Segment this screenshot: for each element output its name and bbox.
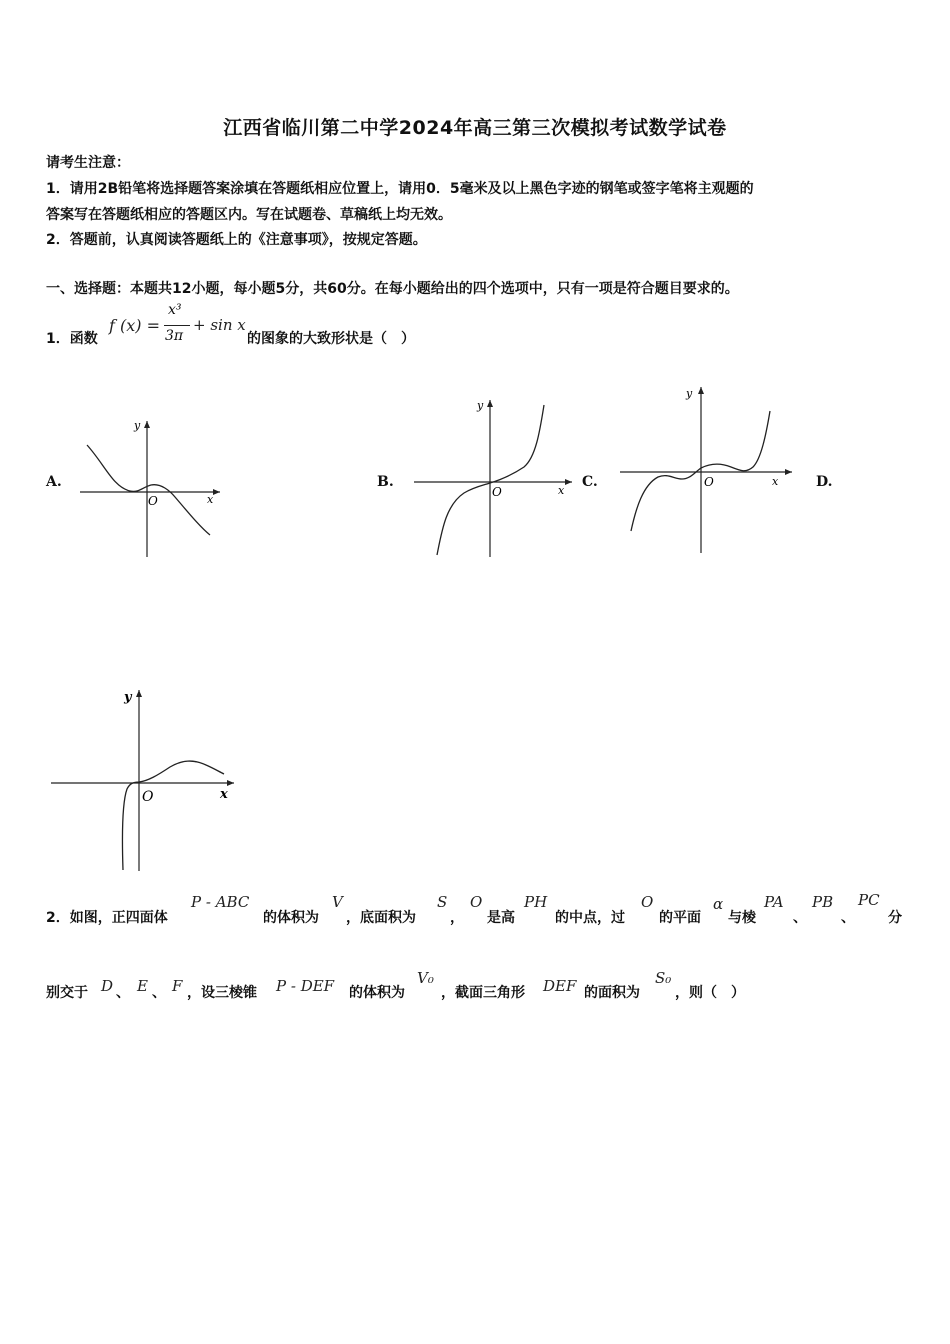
q2-line2-sep-1: 、	[116, 985, 130, 1001]
q2-line1-math-s: S	[437, 893, 448, 911]
graph-b-y-label: y	[477, 399, 484, 412]
q2-line1-math-ph: PH	[524, 893, 548, 911]
graph-b	[412, 395, 577, 560]
q2-line2-sep-2: 、	[152, 985, 166, 1001]
q2-line1-text-8: 分	[888, 910, 902, 926]
q2-line1-math-v: V	[332, 893, 343, 911]
page-title: 江西省临川第二中学2024年高三第三次模拟考试数学试卷	[223, 117, 727, 139]
q2-line2-math-f: F	[172, 977, 183, 995]
graph-b-x-label: x	[558, 484, 565, 497]
q2-line1-text-3: ，底面积为	[346, 910, 416, 926]
q2-line2-math-v0: V₀	[417, 969, 434, 987]
q1-suffix: 的图象的大致形状是（ ）	[247, 331, 415, 347]
q2-line2-text-4: ，截面三角形	[441, 985, 525, 1001]
graph-c-x-label: x	[772, 475, 779, 488]
q2-line2-text-6: ，则（ ）	[675, 985, 745, 1001]
q1-tail-expr: + sin x	[193, 316, 246, 334]
q2-line1-sep-2: 、	[841, 910, 855, 926]
q2-line2-text-5: 的面积为	[584, 985, 640, 1001]
q1-fx: f (x) =	[109, 316, 161, 335]
graph-c-origin-label: O	[704, 475, 714, 489]
graph-d-y-arrow	[136, 690, 142, 697]
q2-line2-text-1: 别交于	[46, 985, 88, 1001]
q2-line1-math-o2: O	[641, 893, 654, 911]
q1-numerator: x³	[168, 302, 182, 318]
q2-line1-text-6: 的平面	[659, 910, 701, 926]
q2-line1-math-o: O	[470, 893, 483, 911]
notice-line-2: 2．答题前，认真阅读答题纸上的《注意事项》，按规定答题。	[46, 232, 427, 248]
graph-a-y-arrow	[144, 421, 150, 428]
option-b-label: B.	[377, 474, 394, 490]
q2-line1-text-1: 2．如图，正四面体	[46, 910, 168, 926]
q2-line1-math-pc: PC	[858, 891, 880, 909]
graph-a	[75, 415, 225, 560]
graph-d-x-label: x	[220, 787, 228, 802]
q2-line2-math-s0: S₀	[655, 969, 672, 987]
q2-line1-math-pa: PA	[764, 893, 784, 911]
section-heading: 一、选择题：本题共12小题，每小题5分，共60分。在每小题给出的四个选项中，只有一项是符合题目要求的。	[46, 281, 739, 297]
q2-line1-text-4: 是高	[487, 910, 515, 926]
graph-c-x-arrow	[785, 469, 792, 475]
notice-heading: 请考生注意：	[46, 155, 130, 171]
graph-a-x-arrow	[213, 489, 220, 495]
graph-a-y-label: y	[134, 419, 141, 432]
option-d-label: D.	[816, 474, 833, 490]
q2-line1-math-pb: PB	[812, 893, 834, 911]
graph-d	[48, 685, 238, 875]
q1-prefix: 1．函数	[46, 331, 98, 347]
option-c-label: C.	[582, 474, 598, 490]
graph-c	[616, 383, 796, 558]
graph-d-y-label: y	[124, 690, 132, 705]
notice-line-1: 1．请用2B铅笔将选择题答案涂填在答题纸相应位置上，请用0．5毫米及以上黑色字迹的钢笔或签字笔将主观题的	[46, 181, 754, 197]
graph-a-origin-label: O	[148, 494, 158, 508]
q2-line2-math-d: D	[101, 977, 114, 995]
q2-line2-text-2: ，设三棱锥	[187, 985, 257, 1001]
graph-d-curve	[122, 761, 224, 870]
q2-line1-math-pabc: P - ABC	[191, 893, 250, 911]
q2-line2-text-3: 的体积为	[349, 985, 405, 1001]
q2-line1-text-5: 的中点，过	[555, 910, 625, 926]
q2-line1-comma: ，	[450, 910, 464, 926]
notice-line-1b: 答案写在答题纸相应的答题区内。写在试题卷、草稿纸上均无效。	[46, 207, 452, 223]
graph-b-origin-label: O	[492, 485, 502, 499]
q2-line2-math-def: DEF	[543, 977, 577, 995]
q1-fraction-bar	[164, 325, 190, 326]
option-a-label: A.	[46, 474, 62, 490]
graph-d-x-arrow	[227, 780, 234, 786]
q2-line1-text-7: 与棱	[728, 910, 756, 926]
graph-d-origin-label: O	[142, 789, 154, 805]
q2-line1-math-alpha: α	[713, 895, 724, 913]
graph-a-curve	[87, 445, 210, 535]
graph-b-x-arrow	[565, 479, 572, 485]
graph-b-y-arrow	[487, 400, 493, 407]
q2-line1-text-2: 的体积为	[263, 910, 319, 926]
graph-c-y-label: y	[686, 387, 693, 400]
q2-line1-sep-1: 、	[793, 910, 807, 926]
q2-line2-math-pdef: P - DEF	[276, 977, 335, 995]
q2-line2-math-e: E	[137, 977, 148, 995]
graph-a-x-label: x	[207, 493, 214, 506]
q1-denominator: 3π	[165, 328, 184, 344]
graph-c-y-arrow	[698, 387, 704, 394]
